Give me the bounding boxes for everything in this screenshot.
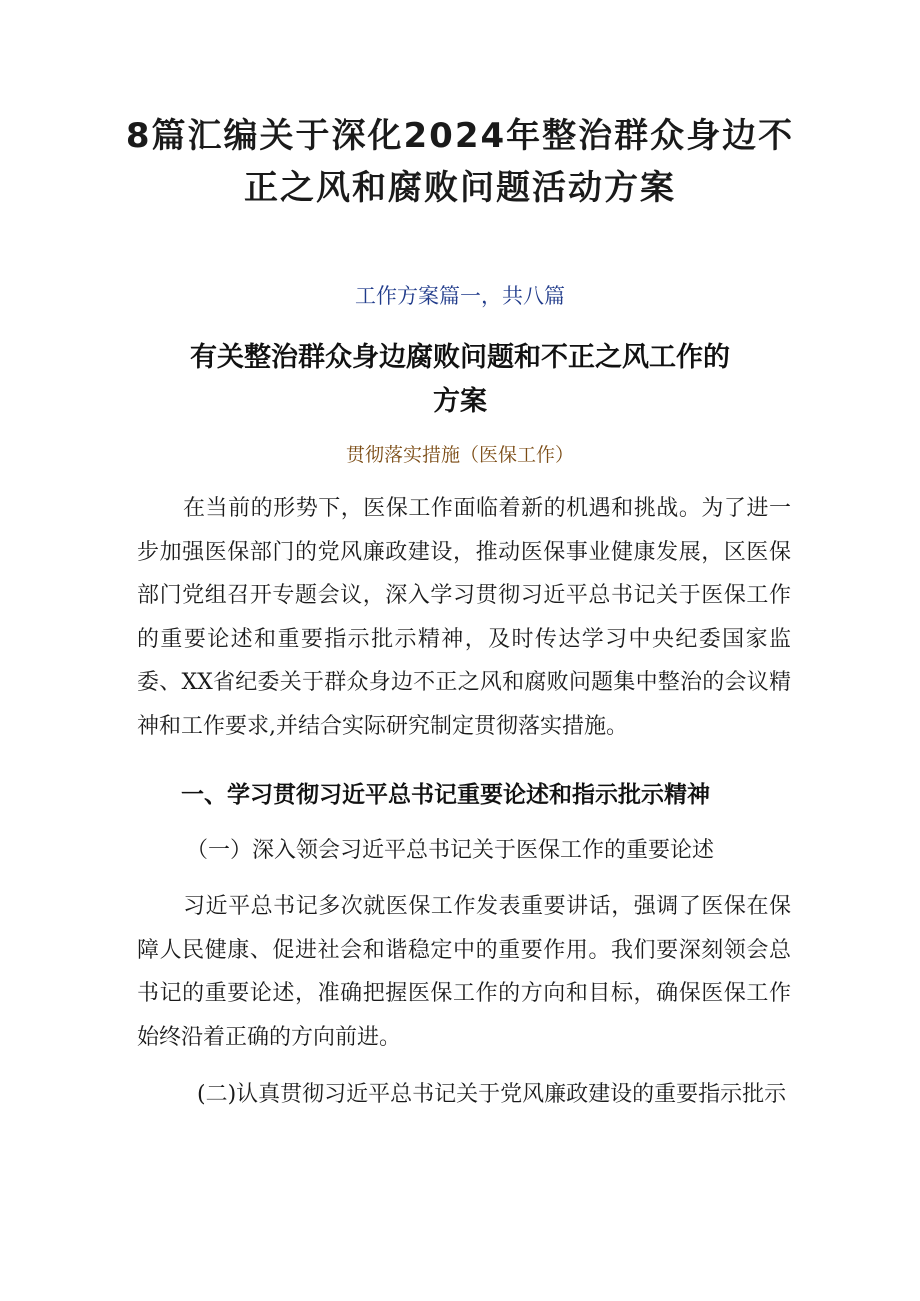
document-title-line-1: 8篇汇编关于深化2024年整治群众身边不: [125, 116, 795, 156]
plan-title-line-1: 有关整治群众身边腐败问题和不正之风工作的: [190, 342, 730, 373]
section-label: 工作方案篇一，共八篇: [355, 284, 565, 308]
subsection-paragraph-1-1: 习近平总书记多次就医保工作发表重要讲话，强调了医保在保障人民健康、促进社会和谐稳定中的重要作用。我们要深刻领会总书记的重要论述，准确把握医保工作的方向和目标，确保医保工作始终沿着正确的方向前进。: [137, 894, 791, 1050]
intro-paragraph: 在当前的形势下，医保工作面临着新的机遇和挑战。为了进一步加强医保部门的党风廉政建设，推动医保事业健康发展，区医保部门党组召开专题会议，深入学习贯彻习近平总书记关于医保工作的重要论述和重要指示批示精神，及时传达学习中央纪委国家监委、XX省纪委关于群众身边不正之风和腐败问题集中整治的会议精神和工作要求,并结合实际研究制定贯彻落实措施。: [137, 496, 791, 739]
subsection-heading-1-1: （一）深入领会习近平总书记关于医保工作的重要论述: [186, 838, 715, 863]
subsection-heading-1-2: (二)认真贯彻习近平总书记关于党风廉政建设的重要指示批示: [197, 1082, 787, 1107]
document-title-line-2: 正之风和腐败问题活动方案: [244, 168, 676, 208]
plan-title-line-2: 方案: [433, 386, 487, 417]
section-heading-1: 一、学习贯彻习近平总书记重要论述和指示批示精神: [181, 782, 710, 808]
measures-label: 贯彻落实措施（医保工作）: [345, 444, 574, 466]
